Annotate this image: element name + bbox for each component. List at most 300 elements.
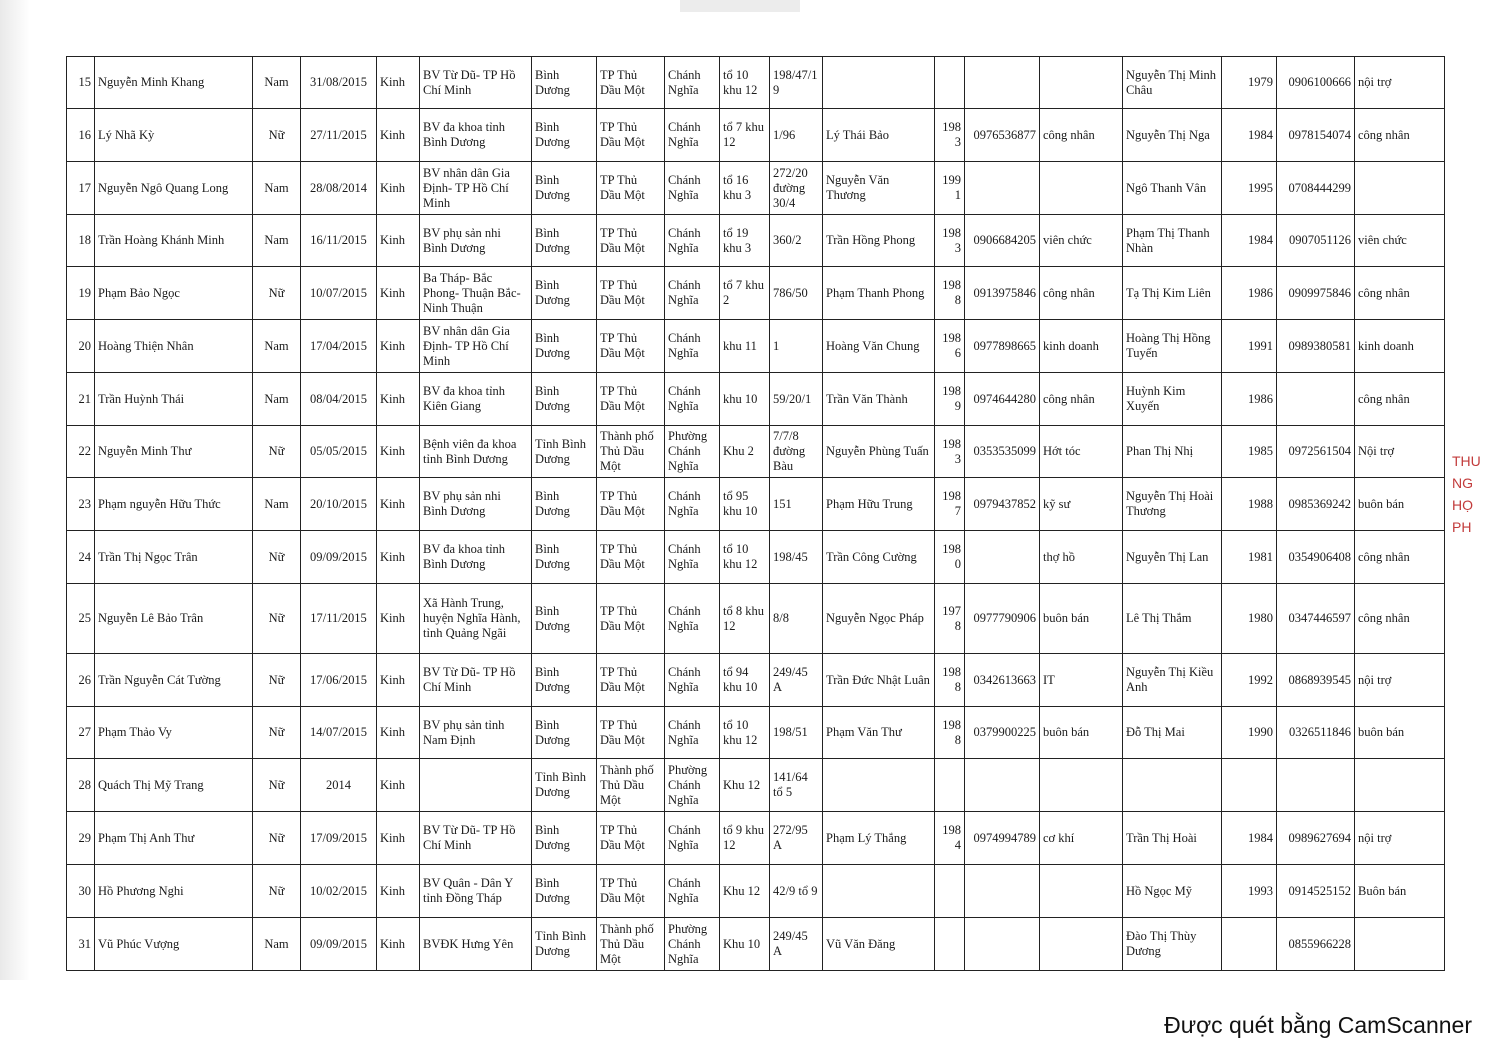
ethnicity-cell: Kinh bbox=[377, 531, 420, 584]
father-job-cell: Hớt tóc bbox=[1040, 426, 1123, 478]
mother-name-cell: Nguyễn Thị Hoài Thương bbox=[1123, 478, 1222, 531]
dob-cell: 09/09/2015 bbox=[301, 531, 377, 584]
sex-cell: Nam bbox=[253, 320, 301, 373]
city-cell: TP Thủ Dầu Một bbox=[597, 478, 665, 531]
birthplace-cell: BV Quân - Dân Y tỉnh Đồng Tháp bbox=[420, 865, 532, 918]
mother-phone-cell: 0906100666 bbox=[1277, 57, 1355, 109]
ethnicity-cell: Kinh bbox=[377, 162, 420, 215]
birthplace-cell: BV đa khoa tỉnh Bình Dương bbox=[420, 531, 532, 584]
city-cell: TP Thủ Dầu Một bbox=[597, 373, 665, 426]
student-name-cell: Quách Thị Mỹ Trang bbox=[95, 759, 253, 812]
stamp-text: HỌ bbox=[1452, 497, 1473, 513]
city-cell: TP Thủ Dầu Một bbox=[597, 109, 665, 162]
sex-cell: Nam bbox=[253, 918, 301, 971]
ward-cell: Chánh Nghĩa bbox=[665, 215, 720, 267]
mother-job-cell: nội trợ bbox=[1355, 812, 1445, 865]
father-name-cell: Vũ Văn Đăng bbox=[823, 918, 935, 971]
birthplace-cell: BV đa khoa tỉnh Kiên Giang bbox=[420, 373, 532, 426]
father-name-cell: Trần Đức Nhật Luân bbox=[823, 654, 935, 707]
group-cell: tổ 10 khu 12 bbox=[720, 57, 770, 109]
ward-cell: Chánh Nghĩa bbox=[665, 584, 720, 654]
province-cell: Tỉnh Bình Dương bbox=[532, 759, 597, 812]
mother-job-cell: kinh doanh bbox=[1355, 320, 1445, 373]
ethnicity-cell: Kinh bbox=[377, 320, 420, 373]
scan-smudge bbox=[680, 0, 800, 12]
sex-cell: Nam bbox=[253, 373, 301, 426]
father-job-cell bbox=[1040, 162, 1123, 215]
father-name-cell: Trần Công Cường bbox=[823, 531, 935, 584]
table-row bbox=[67, 654, 1445, 707]
birthplace-cell: BV Từ Dũ- TP Hồ Chí Minh bbox=[420, 654, 532, 707]
mother-birth-year-cell: 1985 bbox=[1222, 426, 1277, 478]
city-cell: TP Thủ Dầu Một bbox=[597, 215, 665, 267]
student-name-cell: Phạm nguyễn Hữu Thức bbox=[95, 478, 253, 531]
group-cell: tổ 94 khu 10 bbox=[720, 654, 770, 707]
birthplace-cell: BV Từ Dũ- TP Hồ Chí Minh bbox=[420, 812, 532, 865]
stamp-fragment bbox=[1452, 450, 1492, 620]
father-name-cell: Hoàng Văn Chung bbox=[823, 320, 935, 373]
father-birth-year-cell bbox=[935, 865, 965, 918]
birthplace-cell: Xã Hành Trung, huyện Nghĩa Hành, tỉnh Quảng Ngãi bbox=[420, 584, 532, 654]
father-birth-year-cell bbox=[935, 759, 965, 812]
province-cell: Bình Dương bbox=[532, 57, 597, 109]
ethnicity-cell: Kinh bbox=[377, 759, 420, 812]
student-name-cell: Phạm Thảo Vy bbox=[95, 707, 253, 759]
ward-cell: Phường Chánh Nghĩa bbox=[665, 426, 720, 478]
birthplace-cell: BV phụ sản tỉnh Nam Định bbox=[420, 707, 532, 759]
mother-job-cell: Nội trợ bbox=[1355, 426, 1445, 478]
house-no-cell: 272/20 đường 30/4 bbox=[770, 162, 823, 215]
father-name-cell: Trần Hồng Phong bbox=[823, 215, 935, 267]
father-name-cell: Phạm Hữu Trung bbox=[823, 478, 935, 531]
ward-cell: Chánh Nghĩa bbox=[665, 478, 720, 531]
mother-phone-cell: 0708444299 bbox=[1277, 162, 1355, 215]
house-no-cell: 1 bbox=[770, 320, 823, 373]
city-cell: TP Thủ Dầu Một bbox=[597, 707, 665, 759]
mother-birth-year-cell bbox=[1222, 759, 1277, 812]
father-birth-year-cell: 1984 bbox=[935, 812, 965, 865]
house-no-cell: 786/50 bbox=[770, 267, 823, 320]
province-cell: Tỉnh Bình Dương bbox=[532, 918, 597, 971]
dob-cell: 28/08/2014 bbox=[301, 162, 377, 215]
sex-cell: Nữ bbox=[253, 531, 301, 584]
province-cell: Bình Dương bbox=[532, 162, 597, 215]
mother-birth-year-cell: 1984 bbox=[1222, 109, 1277, 162]
ethnicity-cell: Kinh bbox=[377, 812, 420, 865]
mother-name-cell: Ngô Thanh Vân bbox=[1123, 162, 1222, 215]
father-job-cell: công nhân bbox=[1040, 109, 1123, 162]
mother-birth-year-cell: 1986 bbox=[1222, 267, 1277, 320]
table-row bbox=[67, 707, 1445, 759]
province-cell: Bình Dương bbox=[532, 584, 597, 654]
mother-phone-cell: 0855966228 bbox=[1277, 918, 1355, 971]
father-job-cell: cơ khí bbox=[1040, 812, 1123, 865]
father-name-cell: Nguyễn Văn Thương bbox=[823, 162, 935, 215]
student-name-cell: Trần Thị Ngọc Trân bbox=[95, 531, 253, 584]
sex-cell: Nam bbox=[253, 215, 301, 267]
house-no-cell: 249/45 A bbox=[770, 654, 823, 707]
mother-job-cell: công nhân bbox=[1355, 109, 1445, 162]
dob-cell: 14/07/2015 bbox=[301, 707, 377, 759]
sex-cell: Nữ bbox=[253, 707, 301, 759]
sex-cell: Nữ bbox=[253, 759, 301, 812]
province-cell: Tỉnh Bình Dương bbox=[532, 426, 597, 478]
father-phone-cell: 0906684205 bbox=[965, 215, 1040, 267]
group-cell: tổ 8 khu 12 bbox=[720, 584, 770, 654]
mother-job-cell bbox=[1355, 918, 1445, 971]
mother-phone-cell bbox=[1277, 373, 1355, 426]
mother-birth-year-cell: 1984 bbox=[1222, 812, 1277, 865]
mother-name-cell: Hoàng Thị Hồng Tuyến bbox=[1123, 320, 1222, 373]
mother-name-cell: Tạ Thị Kim Liên bbox=[1123, 267, 1222, 320]
father-name-cell: Phạm Lý Thắng bbox=[823, 812, 935, 865]
birthplace-cell: BV Từ Dũ- TP Hồ Chí Minh bbox=[420, 57, 532, 109]
province-cell: Bình Dương bbox=[532, 865, 597, 918]
stt-cell: 25 bbox=[67, 584, 95, 654]
dob-cell: 27/11/2015 bbox=[301, 109, 377, 162]
ethnicity-cell: Kinh bbox=[377, 373, 420, 426]
group-cell: tổ 19 khu 3 bbox=[720, 215, 770, 267]
table-row bbox=[67, 759, 1445, 812]
group-cell: khu 11 bbox=[720, 320, 770, 373]
mother-job-cell: Buôn bán bbox=[1355, 865, 1445, 918]
stt-cell: 28 bbox=[67, 759, 95, 812]
province-cell: Bình Dương bbox=[532, 812, 597, 865]
student-name-cell: Vũ Phúc Vượng bbox=[95, 918, 253, 971]
house-no-cell: 198/45 bbox=[770, 531, 823, 584]
father-phone-cell bbox=[965, 865, 1040, 918]
province-cell: Bình Dương bbox=[532, 109, 597, 162]
mother-name-cell: Nguyễn Thị Lan bbox=[1123, 531, 1222, 584]
father-name-cell: Trần Văn Thành bbox=[823, 373, 935, 426]
province-cell: Bình Dương bbox=[532, 215, 597, 267]
stt-cell: 24 bbox=[67, 531, 95, 584]
group-cell: tổ 10 khu 12 bbox=[720, 707, 770, 759]
dob-cell: 17/11/2015 bbox=[301, 584, 377, 654]
mother-birth-year-cell: 1979 bbox=[1222, 57, 1277, 109]
ethnicity-cell: Kinh bbox=[377, 267, 420, 320]
sex-cell: Nữ bbox=[253, 812, 301, 865]
father-job-cell: buôn bán bbox=[1040, 707, 1123, 759]
province-cell: Bình Dương bbox=[532, 320, 597, 373]
ward-cell: Chánh Nghĩa bbox=[665, 531, 720, 584]
mother-phone-cell: 0909975846 bbox=[1277, 267, 1355, 320]
birthplace-cell: BV phụ sản nhi Bình Dương bbox=[420, 215, 532, 267]
stt-cell: 29 bbox=[67, 812, 95, 865]
mother-birth-year-cell: 1990 bbox=[1222, 707, 1277, 759]
mother-name-cell: Phan Thị Nhị bbox=[1123, 426, 1222, 478]
city-cell: Thành phố Thủ Dầu Một bbox=[597, 426, 665, 478]
mother-phone-cell: 0347446597 bbox=[1277, 584, 1355, 654]
sex-cell: Nữ bbox=[253, 865, 301, 918]
father-job-cell: công nhân bbox=[1040, 267, 1123, 320]
mother-phone-cell: 0907051126 bbox=[1277, 215, 1355, 267]
father-phone-cell bbox=[965, 531, 1040, 584]
mother-birth-year-cell: 1995 bbox=[1222, 162, 1277, 215]
father-job-cell bbox=[1040, 918, 1123, 971]
mother-phone-cell: 0868939545 bbox=[1277, 654, 1355, 707]
stt-cell: 22 bbox=[67, 426, 95, 478]
stt-cell: 21 bbox=[67, 373, 95, 426]
scan-edge-shadow bbox=[0, 0, 30, 980]
stt-cell: 15 bbox=[67, 57, 95, 109]
mother-job-cell: nội trợ bbox=[1355, 654, 1445, 707]
father-birth-year-cell: 1991 bbox=[935, 162, 965, 215]
mother-phone-cell: 0914525152 bbox=[1277, 865, 1355, 918]
house-no-cell: 59/20/1 bbox=[770, 373, 823, 426]
father-job-cell bbox=[1040, 865, 1123, 918]
birthplace-cell: Bệnh viên đa khoa tỉnh Bình Dương bbox=[420, 426, 532, 478]
house-no-cell: 8/8 bbox=[770, 584, 823, 654]
father-phone-cell: 0974994789 bbox=[965, 812, 1040, 865]
mother-birth-year-cell: 1984 bbox=[1222, 215, 1277, 267]
table-row bbox=[67, 478, 1445, 531]
house-no-cell: 360/2 bbox=[770, 215, 823, 267]
province-cell: Bình Dương bbox=[532, 654, 597, 707]
province-cell: Bình Dương bbox=[532, 531, 597, 584]
mother-name-cell: Nguyễn Thị Nga bbox=[1123, 109, 1222, 162]
student-name-cell: Trần Nguyễn Cát Tường bbox=[95, 654, 253, 707]
sex-cell: Nữ bbox=[253, 109, 301, 162]
mother-job-cell bbox=[1355, 759, 1445, 812]
dob-cell: 09/09/2015 bbox=[301, 918, 377, 971]
father-name-cell bbox=[823, 57, 935, 109]
father-phone-cell: 0353535099 bbox=[965, 426, 1040, 478]
stt-cell: 16 bbox=[67, 109, 95, 162]
ward-cell: Chánh Nghĩa bbox=[665, 707, 720, 759]
ward-cell: Chánh Nghĩa bbox=[665, 320, 720, 373]
city-cell: TP Thủ Dầu Một bbox=[597, 865, 665, 918]
student-name-cell: Nguyễn Minh Thư bbox=[95, 426, 253, 478]
father-birth-year-cell: 1987 bbox=[935, 478, 965, 531]
table-row bbox=[67, 812, 1445, 865]
birthplace-cell: Ba Tháp- Bắc Phong- Thuận Bắc- Ninh Thuận bbox=[420, 267, 532, 320]
dob-cell: 17/04/2015 bbox=[301, 320, 377, 373]
stt-cell: 18 bbox=[67, 215, 95, 267]
father-birth-year-cell bbox=[935, 57, 965, 109]
dob-cell: 10/02/2015 bbox=[301, 865, 377, 918]
father-job-cell: công nhân bbox=[1040, 373, 1123, 426]
father-job-cell bbox=[1040, 759, 1123, 812]
father-phone-cell bbox=[965, 759, 1040, 812]
mother-name-cell bbox=[1123, 759, 1222, 812]
father-job-cell: IT bbox=[1040, 654, 1123, 707]
sex-cell: Nữ bbox=[253, 267, 301, 320]
ethnicity-cell: Kinh bbox=[377, 865, 420, 918]
stt-cell: 23 bbox=[67, 478, 95, 531]
city-cell: TP Thủ Dầu Một bbox=[597, 812, 665, 865]
register-rows bbox=[67, 57, 1445, 971]
mother-phone-cell: 0989380581 bbox=[1277, 320, 1355, 373]
student-name-cell: Nguyễn Minh Khang bbox=[95, 57, 253, 109]
mother-name-cell: Huỳnh Kim Xuyến bbox=[1123, 373, 1222, 426]
city-cell: TP Thủ Dầu Một bbox=[597, 654, 665, 707]
mother-phone-cell: 0978154074 bbox=[1277, 109, 1355, 162]
father-birth-year-cell: 1988 bbox=[935, 267, 965, 320]
stt-cell: 26 bbox=[67, 654, 95, 707]
birthplace-cell: BV nhân dân Gia Định- TP Hồ Chí Minh bbox=[420, 162, 532, 215]
student-name-cell: Hồ Phương Nghi bbox=[95, 865, 253, 918]
mother-phone-cell: 0972561504 bbox=[1277, 426, 1355, 478]
stamp-text: NG bbox=[1452, 475, 1473, 491]
birthplace-cell: BV đa khoa tỉnh Bình Dương bbox=[420, 109, 532, 162]
ward-cell: Chánh Nghĩa bbox=[665, 109, 720, 162]
city-cell: Thành phố Thủ Dầu Một bbox=[597, 759, 665, 812]
sex-cell: Nữ bbox=[253, 426, 301, 478]
father-phone-cell bbox=[965, 57, 1040, 109]
mother-job-cell: công nhân bbox=[1355, 584, 1445, 654]
house-no-cell: 249/45 A bbox=[770, 918, 823, 971]
table-row bbox=[67, 320, 1445, 373]
group-cell: Khu 2 bbox=[720, 426, 770, 478]
dob-cell: 05/05/2015 bbox=[301, 426, 377, 478]
table-row bbox=[67, 57, 1445, 109]
stt-cell: 20 bbox=[67, 320, 95, 373]
city-cell: TP Thủ Dầu Một bbox=[597, 267, 665, 320]
house-no-cell: 151 bbox=[770, 478, 823, 531]
group-cell: tổ 7 khu 2 bbox=[720, 267, 770, 320]
table-row bbox=[67, 865, 1445, 918]
student-name-cell: Hoàng Thiện Nhân bbox=[95, 320, 253, 373]
dob-cell: 08/04/2015 bbox=[301, 373, 377, 426]
house-no-cell: 7/7/8 đường Bàu bbox=[770, 426, 823, 478]
city-cell: TP Thủ Dầu Một bbox=[597, 531, 665, 584]
ward-cell: Chánh Nghĩa bbox=[665, 865, 720, 918]
ethnicity-cell: Kinh bbox=[377, 215, 420, 267]
city-cell: TP Thủ Dầu Một bbox=[597, 57, 665, 109]
house-no-cell: 272/95 A bbox=[770, 812, 823, 865]
mother-name-cell: Nguyễn Thị Minh Châu bbox=[1123, 57, 1222, 109]
table-row bbox=[67, 584, 1445, 654]
student-name-cell: Trần Hoàng Khánh Minh bbox=[95, 215, 253, 267]
mother-name-cell: Hồ Ngọc Mỹ bbox=[1123, 865, 1222, 918]
ward-cell: Chánh Nghĩa bbox=[665, 162, 720, 215]
dob-cell: 20/10/2015 bbox=[301, 478, 377, 531]
dob-cell: 17/06/2015 bbox=[301, 654, 377, 707]
father-job-cell: buôn bán bbox=[1040, 584, 1123, 654]
father-phone-cell: 0913975846 bbox=[965, 267, 1040, 320]
father-birth-year-cell: 1980 bbox=[935, 531, 965, 584]
mother-birth-year-cell: 1992 bbox=[1222, 654, 1277, 707]
mother-phone-cell: 0985369242 bbox=[1277, 478, 1355, 531]
mother-birth-year-cell bbox=[1222, 918, 1277, 971]
mother-birth-year-cell: 1986 bbox=[1222, 373, 1277, 426]
mother-birth-year-cell: 1981 bbox=[1222, 531, 1277, 584]
mother-name-cell: Trần Thị Hoài bbox=[1123, 812, 1222, 865]
father-phone-cell: 0379900225 bbox=[965, 707, 1040, 759]
ethnicity-cell: Kinh bbox=[377, 654, 420, 707]
stt-cell: 30 bbox=[67, 865, 95, 918]
house-no-cell: 198/51 bbox=[770, 707, 823, 759]
father-name-cell: Phạm Thanh Phong bbox=[823, 267, 935, 320]
house-no-cell: 42/9 tổ 9 bbox=[770, 865, 823, 918]
mother-phone-cell: 0989627694 bbox=[1277, 812, 1355, 865]
ward-cell: Phường Chánh Nghĩa bbox=[665, 918, 720, 971]
student-name-cell: Phạm Thị Anh Thư bbox=[95, 812, 253, 865]
father-name-cell bbox=[823, 865, 935, 918]
table-row bbox=[67, 215, 1445, 267]
father-name-cell: Phạm Văn Thư bbox=[823, 707, 935, 759]
father-birth-year-cell: 1986 bbox=[935, 320, 965, 373]
father-birth-year-cell: 1983 bbox=[935, 109, 965, 162]
father-job-cell bbox=[1040, 57, 1123, 109]
student-name-cell: Nguyễn Lê Bảo Trân bbox=[95, 584, 253, 654]
stamp-text: PH bbox=[1452, 519, 1472, 535]
mother-job-cell: công nhân bbox=[1355, 531, 1445, 584]
province-cell: Bình Dương bbox=[532, 373, 597, 426]
ward-cell: Chánh Nghĩa bbox=[665, 373, 720, 426]
mother-name-cell: Đỗ Thị Mai bbox=[1123, 707, 1222, 759]
camscanner-watermark: Được quét bằng CamScanner bbox=[1164, 1012, 1472, 1038]
father-phone-cell: 0977898665 bbox=[965, 320, 1040, 373]
father-phone-cell: 0976536877 bbox=[965, 109, 1040, 162]
stt-cell: 31 bbox=[67, 918, 95, 971]
mother-phone-cell: 0354906408 bbox=[1277, 531, 1355, 584]
student-name-cell: Nguyễn Ngô Quang Long bbox=[95, 162, 253, 215]
father-phone-cell: 0977790906 bbox=[965, 584, 1040, 654]
mother-phone-cell bbox=[1277, 759, 1355, 812]
father-job-cell: thợ hồ bbox=[1040, 531, 1123, 584]
sex-cell: Nữ bbox=[253, 654, 301, 707]
mother-job-cell: buôn bán bbox=[1355, 478, 1445, 531]
father-birth-year-cell: 1989 bbox=[935, 373, 965, 426]
birthplace-cell bbox=[420, 759, 532, 812]
mother-phone-cell: 0326511846 bbox=[1277, 707, 1355, 759]
ethnicity-cell: Kinh bbox=[377, 918, 420, 971]
table-row bbox=[67, 426, 1445, 478]
table-row bbox=[67, 267, 1445, 320]
ethnicity-cell: Kinh bbox=[377, 478, 420, 531]
sex-cell: Nam bbox=[253, 162, 301, 215]
ethnicity-cell: Kinh bbox=[377, 109, 420, 162]
father-birth-year-cell: 1983 bbox=[935, 426, 965, 478]
group-cell: tổ 95 khu 10 bbox=[720, 478, 770, 531]
mother-birth-year-cell: 1980 bbox=[1222, 584, 1277, 654]
stt-cell: 27 bbox=[67, 707, 95, 759]
mother-name-cell: Đào Thị Thùy Dương bbox=[1123, 918, 1222, 971]
table-row bbox=[67, 373, 1445, 426]
dob-cell: 17/09/2015 bbox=[301, 812, 377, 865]
birthplace-cell: BVĐK Hưng Yên bbox=[420, 918, 532, 971]
house-no-cell: 1/96 bbox=[770, 109, 823, 162]
father-phone-cell: 0342613663 bbox=[965, 654, 1040, 707]
father-job-cell: viên chức bbox=[1040, 215, 1123, 267]
province-cell: Bình Dương bbox=[532, 478, 597, 531]
birthplace-cell: BV nhân dân Gia Định- TP Hồ Chí Minh bbox=[420, 320, 532, 373]
dob-cell: 31/08/2015 bbox=[301, 57, 377, 109]
group-cell: Khu 12 bbox=[720, 865, 770, 918]
mother-job-cell: công nhân bbox=[1355, 373, 1445, 426]
student-register-table bbox=[66, 56, 1445, 971]
sex-cell: Nam bbox=[253, 478, 301, 531]
mother-job-cell bbox=[1355, 162, 1445, 215]
sex-cell: Nữ bbox=[253, 584, 301, 654]
mother-job-cell: viên chức bbox=[1355, 215, 1445, 267]
group-cell: tổ 16 khu 3 bbox=[720, 162, 770, 215]
father-birth-year-cell bbox=[935, 918, 965, 971]
stamp-text: THU bbox=[1452, 453, 1481, 469]
student-name-cell: Trần Huỳnh Thái bbox=[95, 373, 253, 426]
table-row bbox=[67, 918, 1445, 971]
student-name-cell: Lý Nhã Kỳ bbox=[95, 109, 253, 162]
dob-cell: 10/07/2015 bbox=[301, 267, 377, 320]
ethnicity-cell: Kinh bbox=[377, 707, 420, 759]
mother-name-cell: Lê Thị Thắm bbox=[1123, 584, 1222, 654]
father-birth-year-cell: 1983 bbox=[935, 215, 965, 267]
father-name-cell: Lý Thái Bảo bbox=[823, 109, 935, 162]
ward-cell: Chánh Nghĩa bbox=[665, 654, 720, 707]
house-no-cell: 141/64 tổ 5 bbox=[770, 759, 823, 812]
